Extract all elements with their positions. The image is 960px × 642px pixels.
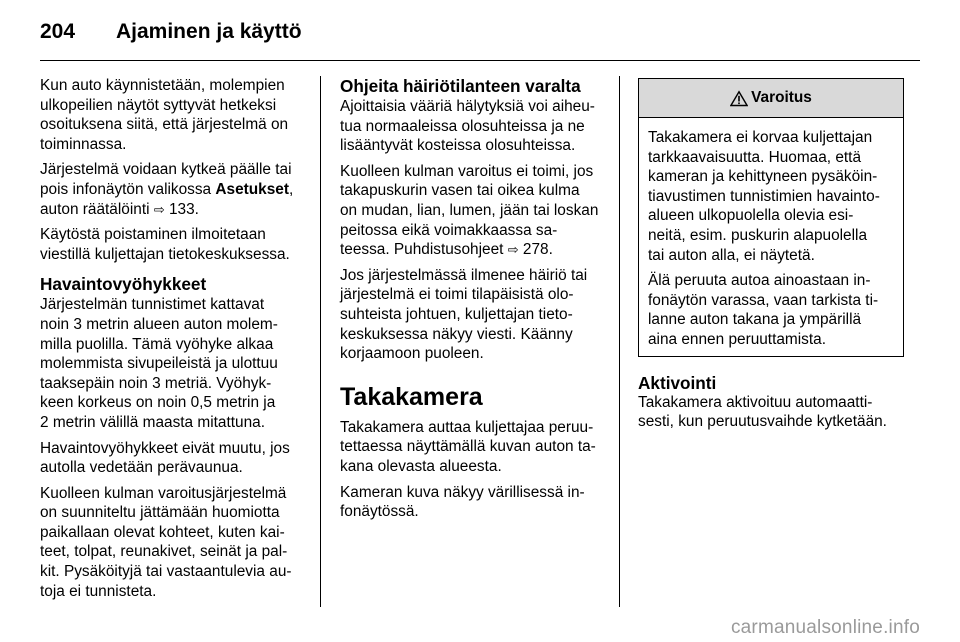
paragraph-ignored-objects — [40, 484, 306, 602]
warning-triangle-icon — [730, 90, 748, 107]
section-heading-activation: Aktivointi — [638, 372, 717, 393]
section-heading-rear-camera: Takakamera — [340, 382, 483, 411]
text-line: fonäytön varassa, vaan tarkista ti- — [648, 291, 879, 309]
paragraph-false-alarms — [340, 97, 606, 156]
text-line: Takakamera aktivoituu automaatti- — [638, 393, 873, 411]
text-line: peitossa eikä voimakkaassa sa- — [340, 221, 558, 239]
text-line: Ajoittaisia vääriä hälytyksiä voi aiheu- — [340, 98, 595, 115]
page-reference[interactable]: 278. — [522, 241, 553, 259]
text-line: suhteista johtuen, kuljettajan tieto- — [340, 305, 573, 323]
settings-menu-term: Asetukset — [215, 180, 289, 198]
text-line: Jos järjestelmässä ilmenee häiriö tai — [340, 266, 588, 284]
text-line: toja ei tunnisteta. — [40, 582, 157, 600]
text-line: fonäytössä. — [340, 503, 419, 521]
warning-paragraph — [648, 271, 895, 349]
text-line: milla puolilla. Tämä vyöhyke alkaa — [40, 335, 274, 353]
page-reference-arrow-icon: ⇨ — [153, 201, 165, 217]
text-line: molemmista sivupeileistä ja ulottuu — [40, 355, 278, 373]
section-heading-malfunction: Ohjeita häiriötilanteen varalta — [340, 76, 581, 96]
text-line: Takakamera ei korvaa kuljettajan — [648, 129, 873, 146]
text-line: kit. Pysäköityjä tai vastaantulevia au- — [40, 563, 292, 581]
header-rule — [40, 60, 920, 61]
text-line: osoituksena siitä, että järjestelmä on — [40, 116, 289, 134]
text-line: paikallaan olevat kohteet, kuten kai- — [40, 523, 285, 541]
text-segment: pois infonäytön valikossa — [40, 180, 216, 198]
column-2 — [340, 76, 606, 528]
text-line: Järjestelmä voidaan kytkeä päälle tai — [40, 161, 292, 179]
text-line: tai auton alla, ei näytetä. — [648, 246, 815, 264]
text-line: tettaessa näyttämällä kuvan auton ta- — [340, 438, 596, 456]
text-line: Järjestelmän tunnistimet kattavat — [40, 296, 265, 314]
text-line: teet, tolpat, reunakivet, seinät ja pal- — [40, 543, 288, 561]
text-line: viestillä kuljettajan tietokeskuksessa. — [40, 245, 290, 263]
text-line: Havaintovyöhykkeet eivät muutu, jos — [40, 439, 290, 457]
paragraph-fault — [340, 266, 606, 364]
text-line: takapuskurin vasen tai oikea kulma — [340, 182, 580, 200]
page-number: 204 — [40, 20, 76, 43]
text-line: alueen ulkopuolella olevia esi- — [648, 207, 854, 225]
text-segment: , — [288, 180, 294, 198]
text-line: neitä, esim. puskurin alapuolella — [648, 226, 868, 244]
warning-body — [639, 118, 903, 356]
text-line: Käytöstä poistaminen ilmoitetaan — [40, 226, 266, 244]
paragraph-sensors — [40, 295, 306, 432]
text-line: Takakamera auttaa kuljettajaa peruu- — [340, 418, 594, 436]
paragraph-bumper-dirt — [340, 162, 606, 260]
page-reference[interactable]: 133. — [169, 200, 199, 218]
column-divider-2 — [619, 76, 620, 607]
text-line: keen korkeus on noin 0,5 metrin ja — [40, 394, 276, 412]
warning-header — [639, 79, 903, 118]
text-line: kana olevasta alueesta. — [340, 457, 502, 475]
text-line: ulkopeilien näytöt syttyvät hetkeksi — [40, 96, 277, 114]
text-line: Kuolleen kulman varoitusjärjestelmä — [40, 484, 287, 502]
column-3 — [638, 76, 904, 438]
text-line: autolla vedetään perävaunua. — [40, 459, 243, 477]
page-reference-arrow-icon: ⇨ — [507, 242, 519, 258]
warning-title: Varoitus — [751, 89, 812, 107]
text-line: tiavustimen tunnistimien havainto- — [648, 187, 880, 205]
column-divider-1 — [320, 76, 321, 607]
warning-box — [638, 78, 904, 357]
text-line: taaksepäin noin 3 metriä. Vyöhyk- — [40, 374, 272, 392]
paragraph-startup — [40, 76, 306, 154]
page-header — [40, 20, 302, 50]
text-line: tarkkaavaisuutta. Huomaa, että — [648, 148, 862, 166]
text-line: noin 3 metrin alueen auton molem- — [40, 315, 278, 333]
paragraph-camera-display — [340, 483, 606, 522]
page-title: Ajaminen ja käyttö — [116, 20, 302, 43]
warning-paragraph — [648, 128, 895, 265]
section-heading-detection-zones: Havaintovyöhykkeet — [40, 274, 207, 295]
paragraph-disable — [40, 225, 306, 264]
text-line: Älä peruuta autoa ainoastaan in- — [648, 272, 871, 290]
text-line: keskuksessa näkyy viesti. Käänny — [340, 325, 573, 343]
text-line: sesti, kun peruutusvaihde kytketään. — [638, 413, 887, 431]
text-line — [340, 240, 606, 260]
text-line: toiminnassa. — [40, 135, 127, 153]
text-line: on mudan, lian, lumen, jään tai loskan — [340, 201, 599, 219]
text-line: tua normaaleissa olosuhteissa ja ne — [340, 117, 585, 135]
text-segment: teessa. Puhdistusohjeet — [340, 241, 508, 259]
text-line: korjaamoon puoleen. — [340, 345, 484, 363]
text-line: on suunniteltu jättämään huomiotta — [40, 504, 280, 522]
paragraph-trailer — [40, 439, 306, 478]
text-line: kameran ja kehittyneen pysäköin- — [648, 168, 878, 186]
text-line — [40, 200, 306, 220]
text-line: lanne auton takana ja ympärillä — [648, 311, 862, 329]
paragraph-camera-assist — [340, 418, 606, 477]
paragraph-activation — [638, 393, 904, 432]
text-line: aina ennen peruuttamista. — [648, 330, 826, 348]
text-line — [40, 180, 306, 200]
text-line: Kuolleen kulman varoitus ei toimi, jos — [340, 162, 594, 180]
paragraph-settings — [40, 160, 306, 219]
text-line: Kun auto käynnistetään, molempien — [40, 77, 285, 94]
text-line: Kameran kuva näkyy värillisessä in- — [340, 483, 585, 501]
text-segment: auton räätälöinti — [40, 200, 154, 218]
text-line: lisääntyvät kosteissa olosuhteissa. — [340, 137, 576, 155]
watermark: carmanualsonline.info — [730, 617, 920, 638]
text-line: järjestelmä ei toimi tilapäisistä olo- — [340, 286, 574, 304]
text-line: 2 metrin välillä maasta mitattuna. — [40, 413, 265, 431]
column-1 — [40, 76, 306, 607]
